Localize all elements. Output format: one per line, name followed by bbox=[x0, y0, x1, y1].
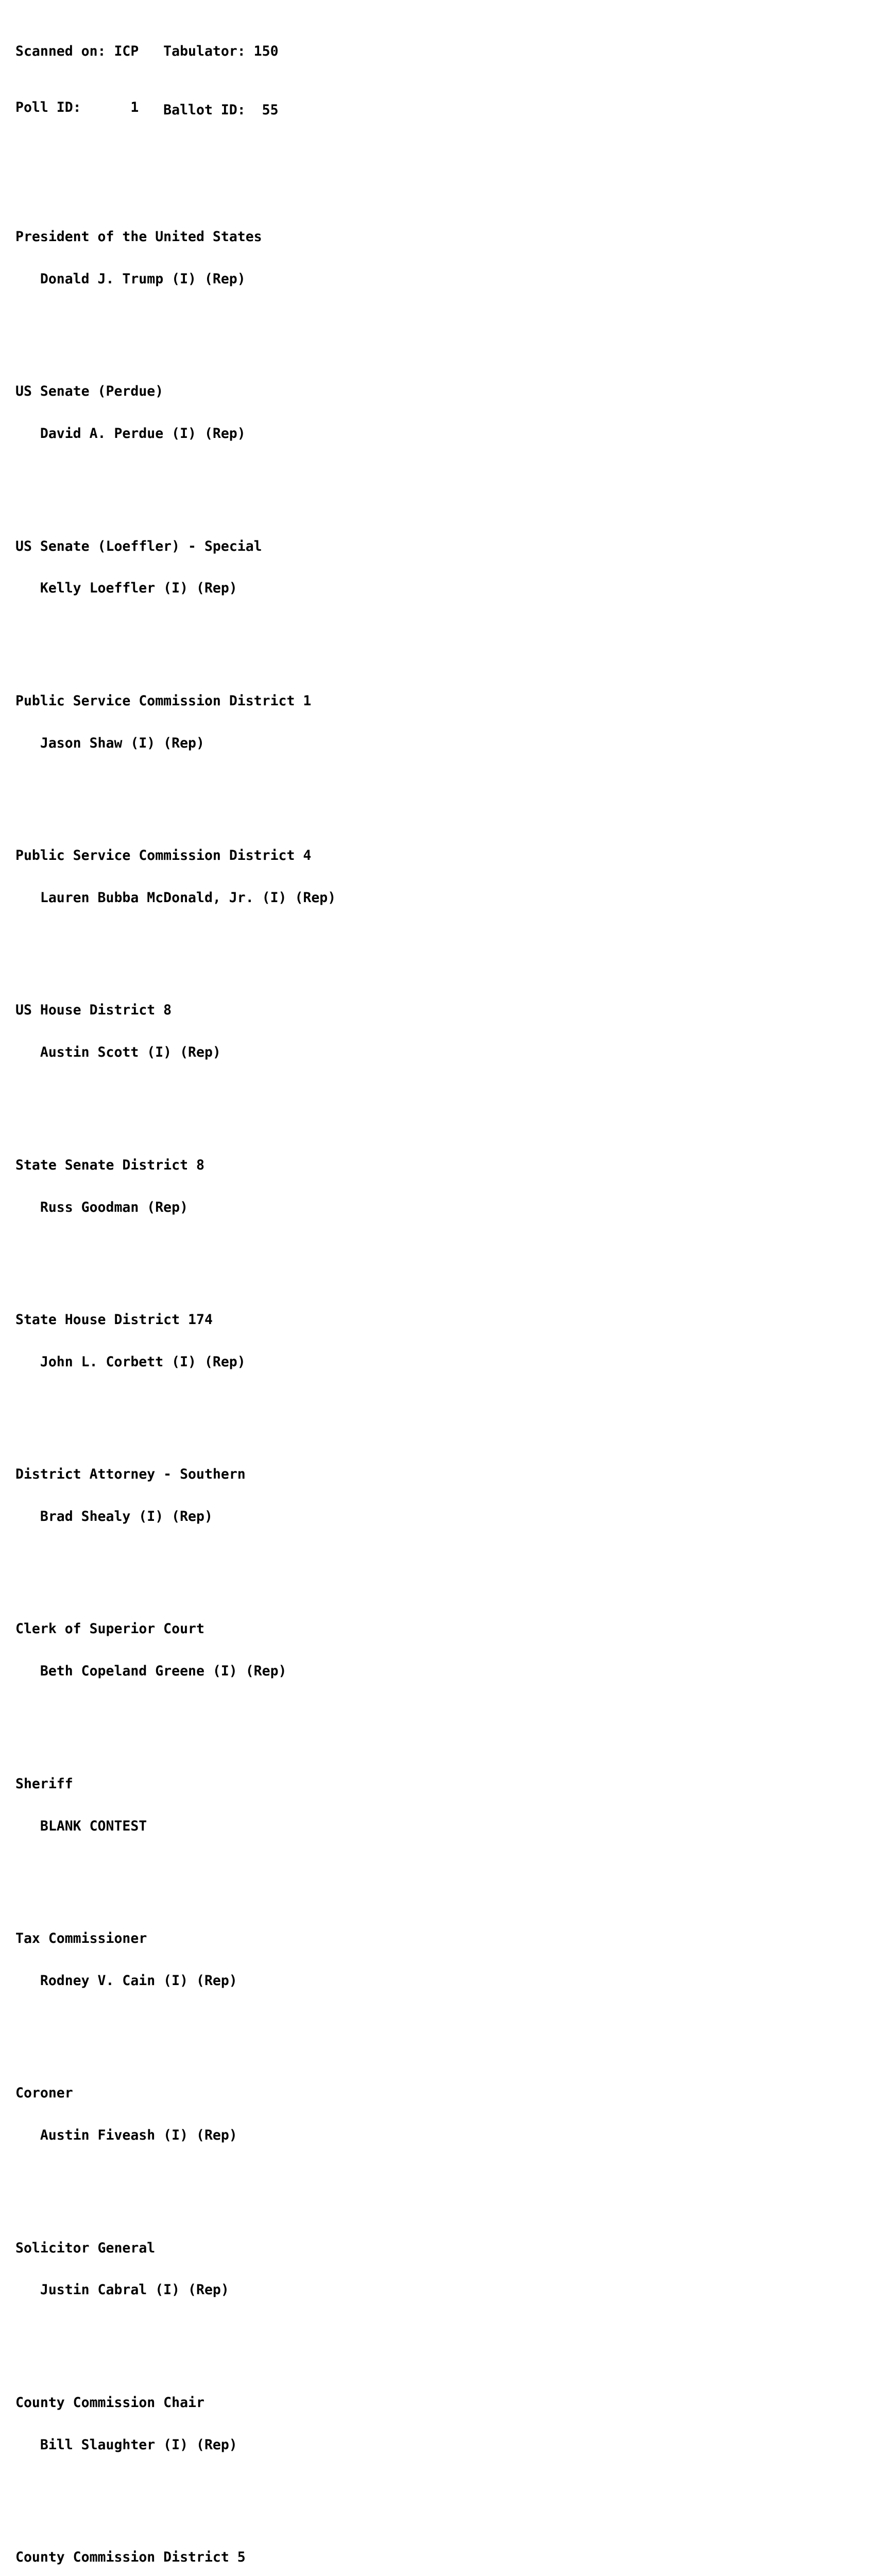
contest-row bbox=[15, 357, 890, 469]
contest-selection: Bill Slaughter (I) (Rep) bbox=[40, 2436, 237, 2453]
poll-id-label: Poll ID: bbox=[15, 99, 81, 116]
contest-selection: Beth Copeland Greene (I) (Rep) bbox=[40, 1663, 287, 1680]
contest-row bbox=[15, 1594, 890, 1706]
contest-row bbox=[15, 821, 890, 933]
contest-title: Tax Commissioner bbox=[15, 1930, 147, 1946]
header-line-scan bbox=[15, 44, 890, 58]
contest-title: State Senate District 8 bbox=[15, 1157, 204, 1173]
contest-selection: David A. Perdue (I) (Rep) bbox=[40, 426, 246, 442]
tabulator-field bbox=[163, 43, 278, 59]
contest-title: Solicitor General bbox=[15, 2240, 156, 2256]
contest-title: US Senate (Perdue) bbox=[15, 383, 164, 400]
scanned-on-field bbox=[15, 44, 163, 58]
contest-row bbox=[15, 2522, 890, 2576]
contest-selection: Donald J. Trump (I) (Rep) bbox=[40, 270, 246, 287]
ballot-id-label: Ballot ID: bbox=[163, 102, 246, 118]
contest-row bbox=[15, 1903, 890, 2015]
contest-selection: John L. Corbett (I) (Rep) bbox=[40, 1353, 246, 1370]
contest-selection: Rodney V. Cain (I) (Rep) bbox=[40, 1972, 237, 1989]
contest-title: US House District 8 bbox=[15, 1002, 172, 1019]
contest-title: Sheriff bbox=[15, 1775, 73, 1792]
contest-title: County Commission District 5 bbox=[15, 2549, 246, 2566]
ballot-id-field bbox=[163, 102, 278, 118]
contest-title: Coroner bbox=[15, 2085, 73, 2102]
contest-row bbox=[15, 1130, 890, 1242]
contest-title: Public Service Commission District 4 bbox=[15, 848, 312, 864]
tabulator-value: 150 bbox=[253, 43, 279, 59]
poll-id-field bbox=[15, 100, 163, 117]
contest-title: Public Service Commission District 1 bbox=[15, 692, 312, 709]
contest-title: State House District 174 bbox=[15, 1311, 213, 1328]
contest-selection: Jason Shaw (I) (Rep) bbox=[40, 735, 204, 751]
contest-selection: Lauren Bubba McDonald, Jr. (I) (Rep) bbox=[40, 890, 336, 906]
contest-row bbox=[15, 201, 890, 314]
contest-row bbox=[15, 975, 890, 1088]
poll-id-value: 1 bbox=[130, 99, 139, 116]
contest-title: Clerk of Superior Court bbox=[15, 1621, 204, 1637]
contest-selection: Brad Shealy (I) (Rep) bbox=[40, 1509, 213, 1525]
contest-row bbox=[15, 666, 890, 778]
contest-row bbox=[15, 2367, 890, 2480]
contest-title: President of the United States bbox=[15, 229, 262, 245]
header-line-ids bbox=[15, 100, 890, 117]
contest-row bbox=[15, 2213, 890, 2325]
contest-selection: Austin Fiveash (I) (Rep) bbox=[40, 2127, 237, 2144]
scanned-on-label: Scanned on: bbox=[15, 43, 106, 59]
contest-row bbox=[15, 1284, 890, 1397]
tabulator-label: Tabulator: bbox=[163, 43, 246, 59]
contest-title: County Commission Chair bbox=[15, 2394, 204, 2411]
contest-row bbox=[15, 1749, 890, 1861]
contest-selection: Kelly Loeffler (I) (Rep) bbox=[40, 580, 237, 597]
contest-title: US Senate (Loeffler) - Special bbox=[15, 538, 262, 554]
contest-title: District Attorney - Southern bbox=[15, 1466, 246, 1483]
contest-row bbox=[15, 2058, 890, 2171]
ballot-id-value: 55 bbox=[262, 102, 279, 118]
contest-row bbox=[15, 511, 890, 623]
scanned-on-value: ICP bbox=[114, 43, 139, 59]
contest-selection: Justin Cabral (I) (Rep) bbox=[40, 2282, 229, 2298]
contest-selection: Austin Scott (I) (Rep) bbox=[40, 1044, 221, 1061]
contest-selection: BLANK CONTEST bbox=[40, 1818, 147, 1834]
contest-row bbox=[15, 1439, 890, 1552]
contest-selection: Russ Goodman (Rep) bbox=[40, 1199, 189, 1215]
contest-list bbox=[15, 174, 890, 2576]
